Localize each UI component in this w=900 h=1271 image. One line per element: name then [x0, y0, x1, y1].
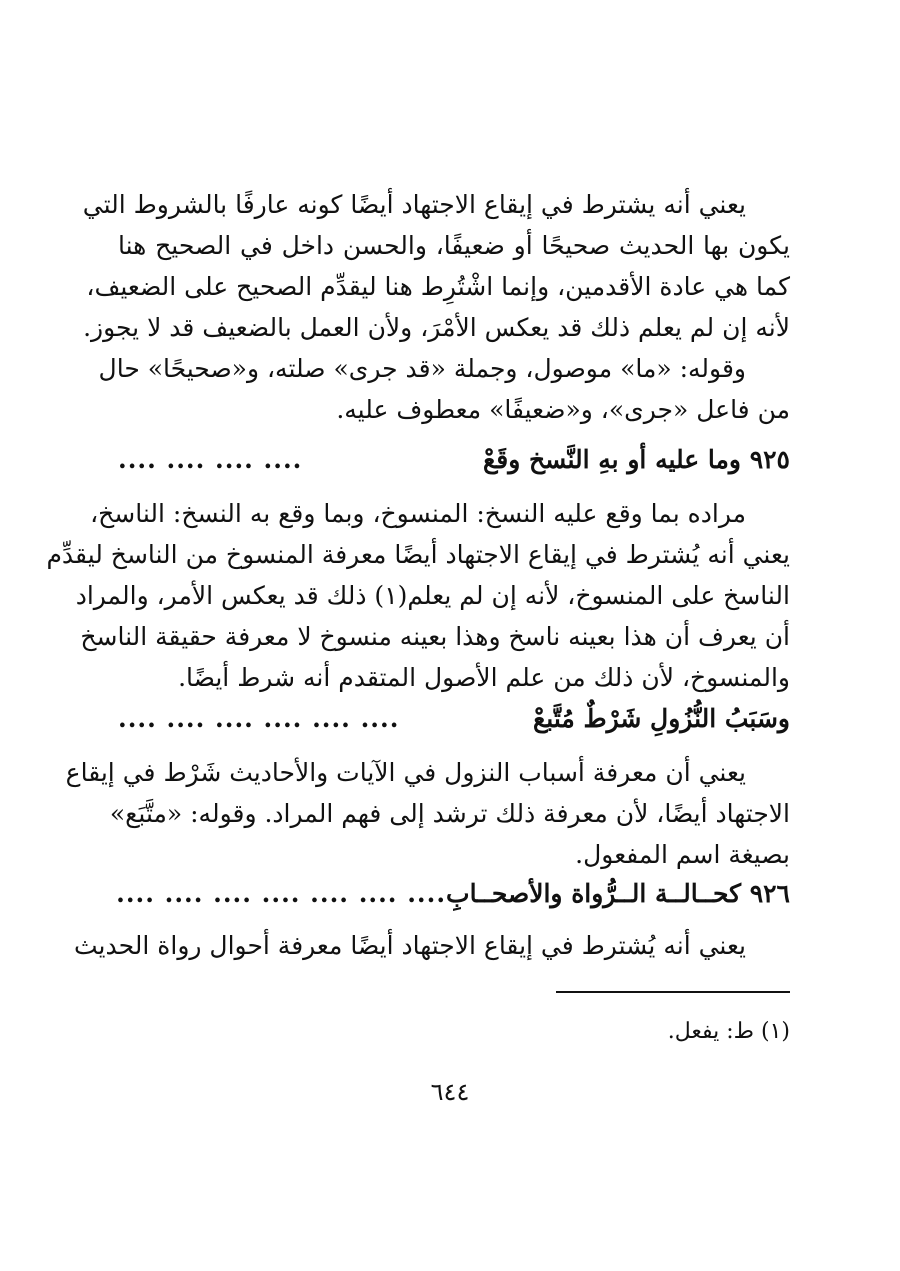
footnote-separator: [556, 991, 790, 993]
paragraph-commentary-2: [98, 348, 790, 430]
verse-925-second-hemistich: [118, 699, 790, 739]
paragraph-commentary-3: [46, 493, 790, 698]
text-line: مراده بما وقع عليه النسخ: المنسوخ، وبما وقع به النسخ: الناسخ،: [90, 499, 746, 528]
text-line: كما هي عادة الأقدمين، وإنما اشْتُرِط هنا ليقدِّم الصحيح على الضعيف،: [86, 272, 790, 301]
text-line: يعني أنه يُشترط في إيقاع الاجتهاد أيضًا معرفة المنسوخ من الناسخ ليقدِّم: [46, 540, 790, 569]
verse-dots: .... .... .... .... .... .... ....: [116, 879, 447, 908]
text-line: يعني أن معرفة أسباب النزول في الآيات والأحاديث شَرْط في إيقاع: [65, 758, 746, 787]
verse-925: [118, 440, 790, 480]
footnote: (١) ط: يفعل.: [667, 1019, 790, 1044]
text-line: لأنه إن لم يعلم ذلك قد يعكس الأمْرَ، ولأن العمل بالضعيف قد لا يجوز.: [83, 313, 790, 342]
text-line: يكون بها الحديث صحيحًا أو ضعيفًا، والحسن داخل في الصحيح هنا: [118, 231, 790, 260]
verse-text: وسَبَبُ النُّزُولِ شَرْطٌ مُتَّبعْ: [532, 704, 790, 733]
text-line: يعني أنه يُشترط في إيقاع الاجتهاد أيضًا معرفة أحوال رواة الحديث: [74, 931, 746, 960]
verse-text: ٩٢٥ وما عليه أو بهِ النَّسخ وقَعْ: [483, 445, 790, 474]
text-line: يعني أنه يشترط في إيقاع الاجتهاد أيضًا كونه عارفًا بالشروط التي: [82, 190, 746, 219]
verse-text: ٩٢٦ كحــالــة الــرُّواة والأصحــابِ: [446, 879, 790, 908]
paragraph-commentary-4: [65, 752, 790, 875]
text-line: أن يعرف أن هذا بعينه ناسخ وهذا بعينه منسوخ لا معرفة حقيقة الناسخ: [80, 622, 790, 651]
verse-dots: .... .... .... ....: [118, 445, 303, 474]
paragraph-commentary-5: [74, 925, 790, 966]
text-line: الاجتهاد أيضًا، لأن معرفة ذلك ترشد إلى فهم المراد. وقوله: «متَّبَع»: [109, 799, 790, 828]
text-line: وقوله: «ما» موصول، وجملة «قد جرى» صلته، و«صحيحًا» حال: [98, 354, 746, 383]
text-line: الناسخ على المنسوخ، لأنه إن لم يعلم(١) ذلك قد يعكس الأمر، والمراد: [75, 581, 790, 610]
text-line: من فاعل «جرى»، و«ضعيفًا» معطوف عليه.: [336, 395, 790, 424]
text-line: بصيغة اسم المفعول.: [575, 840, 790, 869]
text-line: والمنسوخ، لأن ذلك من علم الأصول المتقدم أنه شرط أيضًا.: [178, 663, 790, 692]
verse-926: [118, 874, 790, 914]
page-number: ٦٤٤: [430, 1078, 470, 1106]
verse-dots: .... .... .... .... .... ....: [118, 704, 400, 733]
paragraph-commentary-1: [82, 184, 790, 348]
